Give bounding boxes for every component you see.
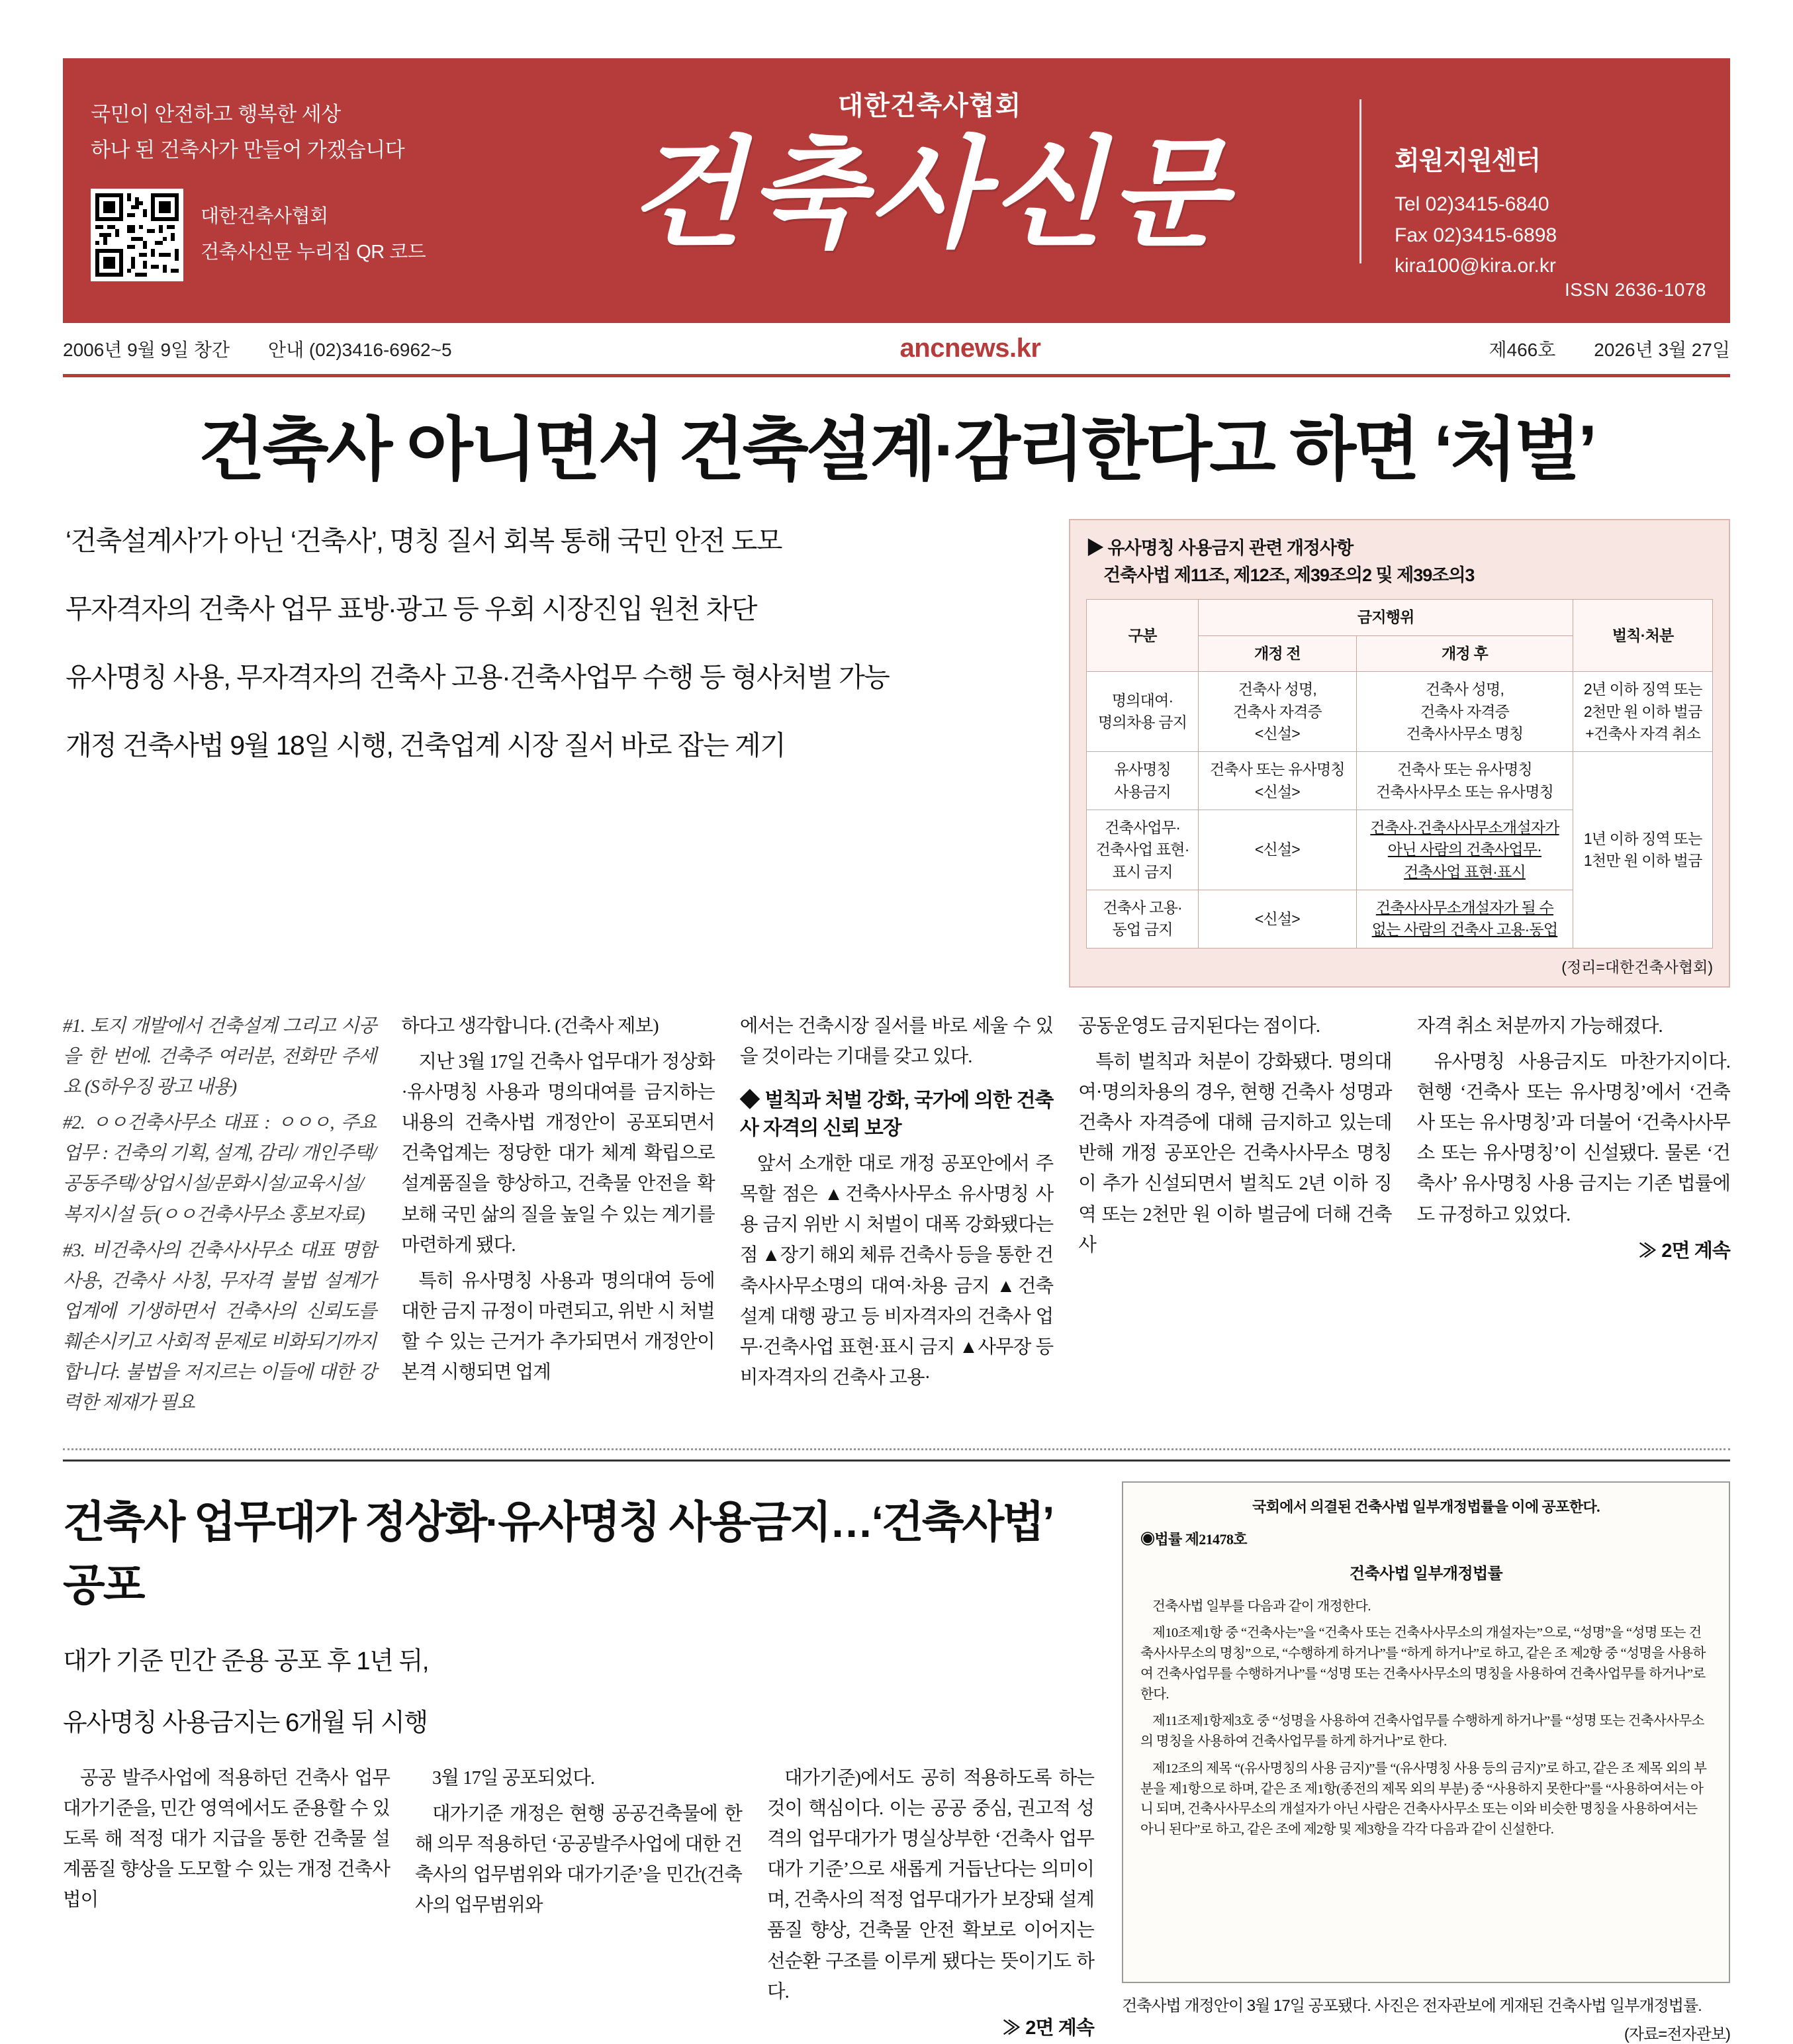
continue-link[interactable]: ≫ 2면 계속: [1002, 2017, 1094, 2039]
article-column-1: [63, 1011, 376, 1424]
masthead-contact: [1359, 99, 1730, 277]
cell-after: 건축사 또는 유사명칭 건축사사무소 또는 유사명칭: [1356, 752, 1573, 810]
bottom-subhead-list: [63, 1640, 1095, 1738]
law-table-credit: (정리=대한건축사협회): [1561, 958, 1713, 976]
table-row: [1087, 752, 1713, 810]
law-table-heading: [1086, 535, 1713, 588]
th-category: 구분: [1087, 600, 1199, 672]
law-table-box: [1069, 519, 1730, 987]
bottom-subhead-1: 대가 기준 민간 준용 공포 후 1년 뒤,: [63, 1647, 429, 1675]
info-bar-right: [1489, 336, 1730, 362]
gazette-caption: [1122, 1992, 1730, 2044]
cell-after: 건축사·건축사사무소개설자가 아닌 사람의 건축사업무· 건축사업 표현·표시: [1356, 810, 1573, 890]
issn: ISSN 2636-1078: [1564, 279, 1706, 300]
cell-before: 건축사 또는 유사명칭 <신설>: [1199, 752, 1356, 810]
bottom-page-title: 건축사 업무대가 정상화·유사명칭 사용금지…‘건축사법’ 공포: [63, 1497, 1052, 1609]
paragraph: 특히 벌칙과 처분이 강화됐다. 명의대여·명의차용의 경우, 현행 건축사 성명과 건축사 자격증에 대해 금지하고 있는데 반해 개정 공포안은 건축사사무소 명칭이 추가 신설되면서 벌칙도 2년 이하 징역 또는 2천만 원 이하 벌금에 더해 건축사: [1078, 1051, 1392, 1256]
qr-label-line-2: 건축사신문 누리집 QR 코드: [201, 241, 426, 263]
gazette-title: 건축사법 일부개정법률: [1349, 1565, 1503, 1583]
triangle-icon: ▶: [1086, 538, 1103, 559]
gazette-body: [1140, 1597, 1712, 1840]
qr-label: [201, 199, 426, 270]
cell-before: <신설>: [1199, 810, 1356, 890]
bottom-column-1: [63, 1763, 390, 2044]
cell-category: 건축사업무· 건축사업 표현· 표시 금지: [1087, 810, 1199, 890]
ad-quote-1: #1. 토지 개발에서 건축설계 그리고 시공을 한 번에. 건축주 여러분, 전화만 주세요 (S하우징 광고 내용): [63, 1015, 377, 1097]
article-column-3: [740, 1011, 1053, 1424]
info-bar-center: [452, 334, 1489, 363]
caption-source: (자료=전자관보): [1624, 2025, 1730, 2043]
cell-before: 건축사 성명, 건축사 자격증 <신설>: [1199, 672, 1356, 752]
cell-after: 건축사사무소개설자가 될 수 없는 사람의 건축사 고용·동업: [1356, 890, 1573, 948]
subhead-2: 무자격자의 건축사 업무 표방·광고 등 우회 시장진입 원천 차단: [66, 594, 757, 625]
cell-penalty: 2년 이하 징역 또는 2천만 원 이하 벌금 +건축사 자격 취소: [1573, 672, 1713, 752]
subhead-3: 유사명칭 사용, 무자격자의 건축사 고용·건축사업무 수행 등 형사처벌 가능: [66, 662, 890, 693]
info-bar-left: [63, 336, 452, 362]
masthead: [63, 58, 1730, 323]
cell-category: 명의대여· 명의차용 금지: [1087, 672, 1199, 752]
gazette-paragraph: 제12조의 제목 “(유사명칭의 사용 금지)”를 “(유사명칭 사용 등의 금지)”로 하고, 같은 조 제목 외의 부분을 제1항으로 하며, 같은 조 제1항(종전의 제목 외의 부분) 중 “사용하지 못한다”를 “사용하여서는 아니 되며, 건축사사무소의 개설자가 아닌 사람은 건축사사무소 또는 이와 비슷한 명칭을 사용하여서는 아니 된다”로 하고, 같은 조에 제2항 및 제3항을 각각 다음과 같이 신설한다.: [1140, 1761, 1707, 1837]
paragraph: 3월 17일 공포되었다.: [432, 1767, 595, 1788]
lead-row: [63, 519, 1730, 987]
ad-quote-3: #3. 비건축사의 건축사사무소 대표 명함 사용, 건축사 사칭, 무자격 불법 설계가 업계에 기생하면서 건축사의 신뢰도를 훼손시키고 사회적 문제로 비화되기까지 합니다. 불법을 저지르는 이들에 대한 강력한 제재가 필요: [63, 1240, 377, 1414]
continue-link[interactable]: ≫ 2면 계속: [1638, 1240, 1731, 1262]
masthead-left: [63, 58, 500, 323]
gazette-image: [1122, 1481, 1730, 1983]
section-divider: [63, 1448, 1730, 1450]
ad-quote-2: #2. ㅇㅇ건축사무소 대표 : ㅇㅇㅇ, 주요 업무 : 건축의 기획, 설계, 감리/ 개인주택/ 공동주택/상업시설/문화시설/교육시설/복지시설 등(ㅇㅇ건축사무소 홍보자료): [63, 1113, 377, 1225]
paragraph: 특히 유사명칭 사용과 명의대여 등에 대한 금지 규정이 마련되고, 위반 시 처벌할 수 있는 근거가 추가되면서 개정안이 본격 시행되면 업계: [401, 1270, 715, 1383]
publish-date: 2026년 3월 27일: [1594, 339, 1730, 360]
law-table-title: 유사명칭 사용금지 관련 개정사항: [1107, 538, 1354, 559]
gazette-paragraph: 제11조제1항제3호 중 “성명을 사용하여 건축사업무를 수행하게 하거나”를 “성명 또는 건축사사무소의 명칭을 사용하여 건축사업무를 하게 하거나”로 한다.: [1140, 1714, 1704, 1749]
paragraph: 대가기준)에서도 공히 적용하도록 하는 것이 핵심이다. 이는 공공 중심, 권고적 성격의 업무대가가 명실상부한 ‘건축사 업무대가 기준’으로 새롭게 거듭난다는 의미이며, 건축사의 적정 업무대가가 보장돼 설계품질 향상, 건축물 안전 확보로 이어지는 선순환 구조를 이루게 됐다는 뜻이기도 하다.: [767, 1767, 1094, 2002]
issue-number: 제466호: [1489, 339, 1556, 360]
section-subhead: ◆ 벌칙과 처벌 강화, 국가에 의한 건축사 자격의 신뢰 보장: [739, 1089, 1054, 1139]
slogan-line-2: 하나 된 건축사가 만들어 가겠습니다: [91, 138, 405, 162]
bottom-columns: [63, 1763, 1095, 2044]
paragraph: 하다고 생각합니다. (건축사 제보): [401, 1015, 659, 1037]
gazette-wrapper: [1122, 1481, 1730, 2044]
subhead-4: 개정 건축사법 9월 18일 시행, 건축업계 시장 질서 바로 잡는 계기: [66, 730, 786, 761]
cell-after: 건축사 성명, 건축사 자격증 건축사사무소 명칭: [1356, 672, 1573, 752]
article-column-4: [1078, 1011, 1391, 1424]
paragraph: 지난 3월 17일 건축사 업무대가 정상화·유사명칭 사용과 명의대여를 금지하는 내용의 건축사법 개정안이 공포되면서 건축업계는 정당한 대가 체계 확립으로 설계품질을 향상하고, 건축물 안전을 확보해 국민 삶의 질을 높일 수 있는 계기를 마련하게 됐다.: [401, 1051, 715, 1256]
cell-penalty: 1년 이하 징역 또는 1천만 원 이하 벌금: [1573, 752, 1713, 948]
contact-fax: Fax 02)3415-6898: [1395, 224, 1557, 246]
website-link[interactable]: ancnews.kr: [899, 334, 1041, 363]
bottom-subhead-2: 유사명칭 사용금지는 6개월 뒤 시행: [63, 1708, 428, 1737]
gazette-paragraph: 제10조제1항 중 “건축사는”을 “건축사 또는 건축사사무소의 개설자는”으로, “성명”을 “성명 또는 건축사사무소의 명칭”으로, “수행하게 하거나”를 “하게 하거나”로 하고, 같은 조 제2항 중 “성명을 사용하여 건축사업무를 수행하거나”를 “성명 또는 건축사사무소의 명칭을 사용하여 건축사업무를 하거나”로 한다.: [1140, 1626, 1706, 1702]
law-table-body: [1087, 672, 1713, 948]
paragraph: 유사명칭 사용금지도 마찬가지이다. 현행 ‘건축사 또는 유사명칭’에서 ‘건축사 또는 유사명칭’과 더불어 ‘건축사사무소 또는 유사명칭’이 신설됐다. 물론 ‘건축사’ 유사명칭 사용 금지는 기존 법률에도 규정하고 있었다.: [1416, 1051, 1731, 1225]
subhead-list: [63, 519, 1042, 987]
association-name: 대한건축사협회: [837, 91, 1022, 120]
paragraph: 자격 취소 처분까지 가능해졌다.: [1416, 1015, 1663, 1037]
cell-category: 건축사 고용· 동업 금지: [1087, 890, 1199, 948]
law-table-subtitle: 건축사법 제11조, 제12조, 제39조의2 및 제39조의3: [1103, 565, 1475, 585]
gazette-paragraph: 건축사법 일부를 다음과 같이 개정한다.: [1152, 1599, 1371, 1614]
qr-code-icon[interactable]: [91, 189, 183, 281]
paragraph: 공동운영도 금지된다는 점이다.: [1078, 1015, 1320, 1037]
masthead-center: [500, 58, 1359, 323]
th-after: 개정 후: [1356, 635, 1573, 671]
paragraph: 앞서 소개한 대로 개정 공포안에서 주목할 점은 ▲건축사사무소 유사명칭 사용 금지 위반 시 처벌이 대폭 강화됐다는 점 ▲장기 해외 체류 건축사 등을 통한 건축사사무소명의 대여·차용 금지 ▲건축설계 대행 광고 등 비자격자의 건축사 업무·건축사업 표현·표시 금지 ▲사무장 등 비자격자의 건축사 고용·: [739, 1153, 1054, 1388]
article-column-2: [401, 1011, 714, 1424]
table-header-row: [1087, 600, 1713, 635]
slogan: [91, 97, 500, 169]
qr-row: [91, 189, 500, 281]
support-center-title: 회원지원센터: [1395, 147, 1541, 175]
guide-phone: 안내 (02)3416-6962~5: [268, 339, 452, 360]
article-columns: [63, 1011, 1730, 1424]
table-row: [1087, 672, 1713, 752]
newspaper-title: 건축사신문: [628, 129, 1231, 261]
qr-label-line-1: 대한건축사협회: [201, 205, 328, 227]
bottom-column-3: [767, 1763, 1094, 2044]
th-penalty: 벌칙·처분: [1573, 600, 1713, 672]
paragraph: 에서는 건축시장 질서를 바로 세울 수 있을 것이라는 기대를 갖고 있다.: [739, 1015, 1054, 1067]
subhead-1: ‘건축설계사’가 아닌 ‘건축사’, 명칭 질서 회복 통해 국민 안전 도모: [66, 526, 782, 557]
cell-category: 유사명칭 사용금지: [1087, 752, 1199, 810]
contact-email[interactable]: kira100@kira.or.kr: [1395, 255, 1556, 277]
paragraph: 공공 발주사업에 적용하던 건축사 업무 대가기준을, 민간 영역에서도 준용할 수 있도록 해 적정 대가 지급을 통한 건축물 설계품질 향상을 도모할 수 있는 개정 건축사법이: [63, 1767, 390, 1911]
bottom-column-2: [415, 1763, 742, 2044]
bottom-left: [63, 1481, 1095, 2044]
paragraph: 대가기준 개정은 현행 공공건축물에 한해 의무 적용하던 ‘공공발주사업에 대한 건축사의 업무범위와 대가기준’을 민간(건축사의 업무범위와: [415, 1803, 742, 1916]
gazette-law-number: ◉법률 제21478호: [1140, 1530, 1247, 1548]
contact-tel: Tel 02)3415-6840: [1395, 193, 1549, 215]
page-title: 건축사 아니면서 건축설계·감리한다고 하면 ‘처벌’: [198, 412, 1595, 488]
section-divider-solid: [63, 1460, 1730, 1462]
founded-date: 2006년 9월 9일 창간: [63, 339, 230, 360]
slogan-line-1: 국민이 안전하고 행복한 세상: [91, 103, 341, 126]
info-bar: [63, 323, 1730, 377]
cell-before: <신설>: [1199, 890, 1356, 948]
caption-text: 건축사법 개정안이 3월 17일 공포됐다. 사진은 전자관보에 게재된 건축사법 일부개정법률.: [1122, 1996, 1702, 2015]
law-table: [1086, 599, 1713, 948]
th-before: 개정 전: [1199, 635, 1356, 671]
article-column-5: [1417, 1011, 1730, 1424]
gazette-top-line: 국회에서 의결된 건축사법 일부개정법률을 이에 공포한다.: [1252, 1498, 1600, 1515]
bottom-article: [63, 1481, 1730, 2044]
th-prohibited: 금지행위: [1199, 600, 1573, 635]
newspaper-page: [0, 58, 1793, 2043]
